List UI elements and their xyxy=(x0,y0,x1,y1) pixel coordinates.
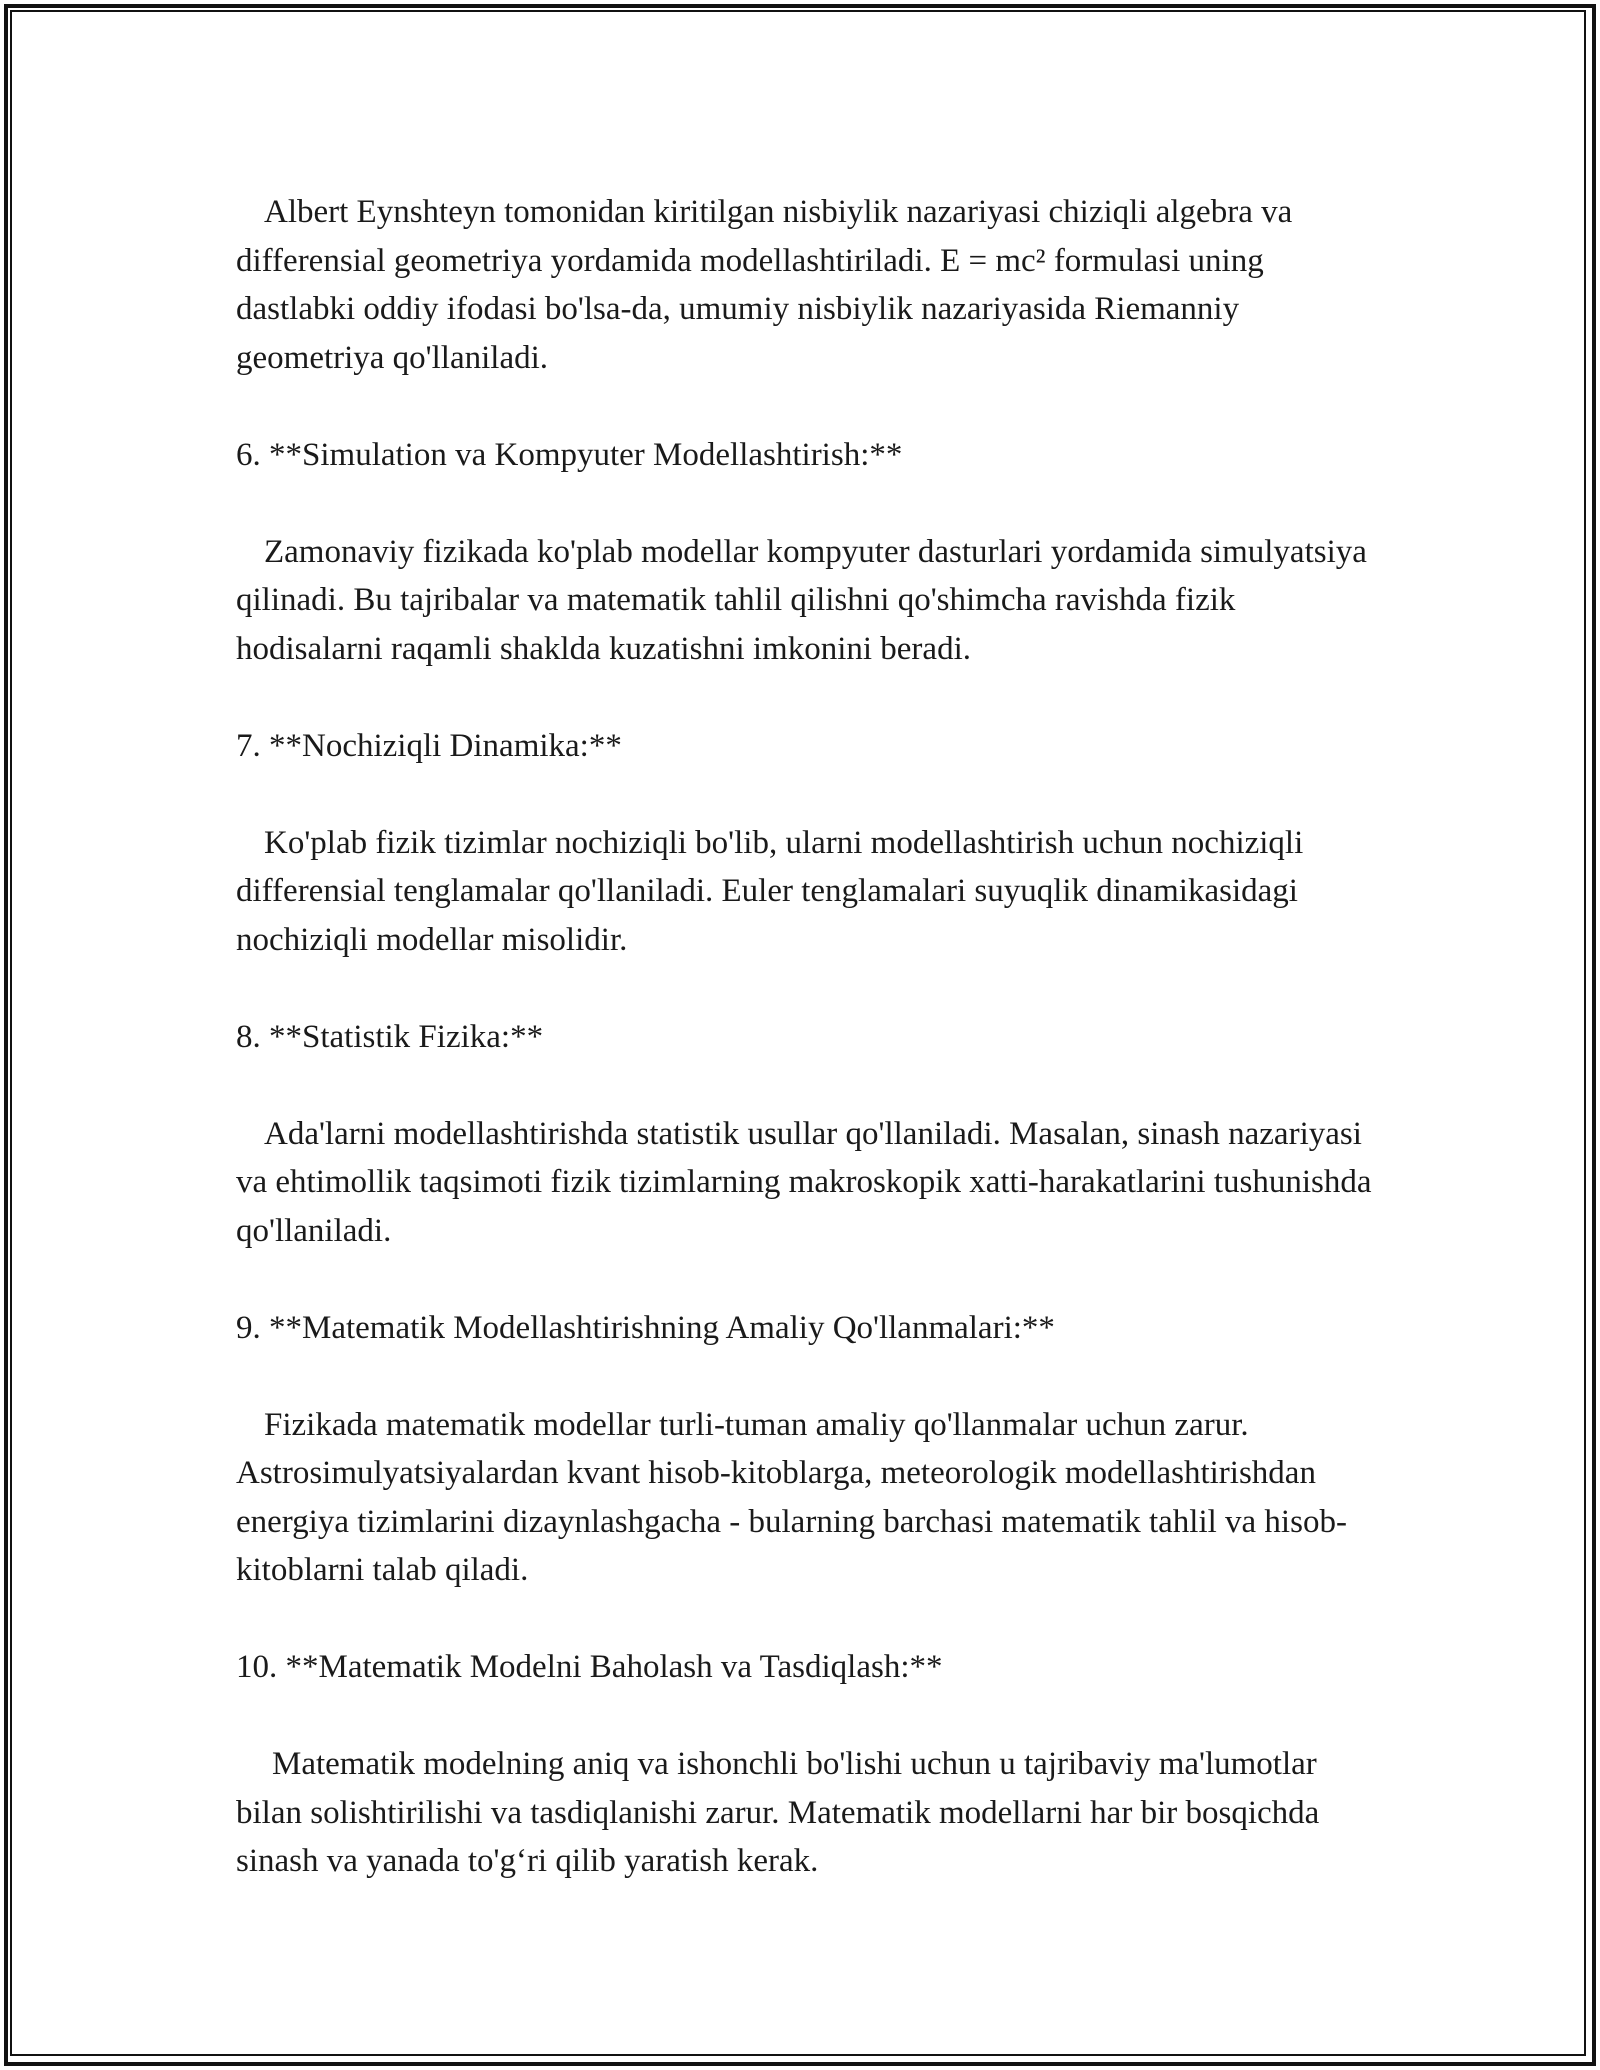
document-body xyxy=(236,188,1380,1934)
paragraph-simulation: Zamonaviy fizikada ko'plab modellar kompyuter dasturlari yordamida simulyatsiya qilinadi. Bu tajribalar va matematik tahlil qilishni qo'shimcha ravishda fizik hodisalarni raqamli shaklda kuzatishni imkonini beradi. xyxy=(236,533,1376,667)
paragraph-applications: Fizikada matematik modellar turli-tuman amaliy qo'llanmalar uchun zarur. Astrosimulyatsiyalardan kvant hisob-kitoblarga, meteorologik modellashtirishdan energiya tizimlarini dizaynlashgacha - bularning barchasi matematik tahlil va hisob-kitoblarni talab qiladi. xyxy=(236,1406,1347,1588)
section-heading-6: 6. **Simulation va Kompyuter Modellashtirish:** xyxy=(236,436,903,473)
section-heading-9: 9. **Matematik Modellashtirishning Amaliy Qo'llanmalari:** xyxy=(236,1309,1055,1346)
section-heading-10: 10. **Matematik Modelni Baholash va Tasdiqlash:** xyxy=(236,1649,943,1685)
paragraph-relativity: Albert Eynshteyn tomonidan kiritilgan nisbiylik nazariyasi chiziqli algebra va differensial geometriya yordamida modellashtiriladi. E = mc² formulasi uning dastlabki oddiy ifodasi bo'lsa-da, umumiy nisbiylik nazariyasida Riemanniy geometriya qo'llaniladi. xyxy=(236,194,1301,376)
paragraph-validation: Matematik modelning aniq va ishonchli bo'lishi uchun u tajribaviy ma'lumotlar bilan solishtirilishi va tasdiqlanishi zarur. Matematik modellarni har bir bosqichda sinash va yanada to'g‘ri qilib yaratish kerak. xyxy=(236,1746,1328,1879)
section-heading-7: 7. **Nochiziqli Dinamika:** xyxy=(236,727,622,764)
section-heading-8: 8. **Statistik Fizika:** xyxy=(236,1018,544,1055)
paragraph-nonlinear-dynamics: Ko'plab fizik tizimlar nochiziqli bo'lib, ularni modellashtirish uchun nochiziqli differensial tenglamalar qo'llaniladi. Euler tenglamalari suyuqlik dinamikasidagi nochiziqli modellar misolidir. xyxy=(236,824,1312,958)
paragraph-statistical-physics: Ada'larni modellashtirishda statistik usullar qo'llaniladi. Masalan, sinash nazariyasi va ehtimollik taqsimoti fizik tizimlarning makroskopik xatti-harakatlarini tushunishda qo'llaniladi. xyxy=(236,1115,1380,1249)
